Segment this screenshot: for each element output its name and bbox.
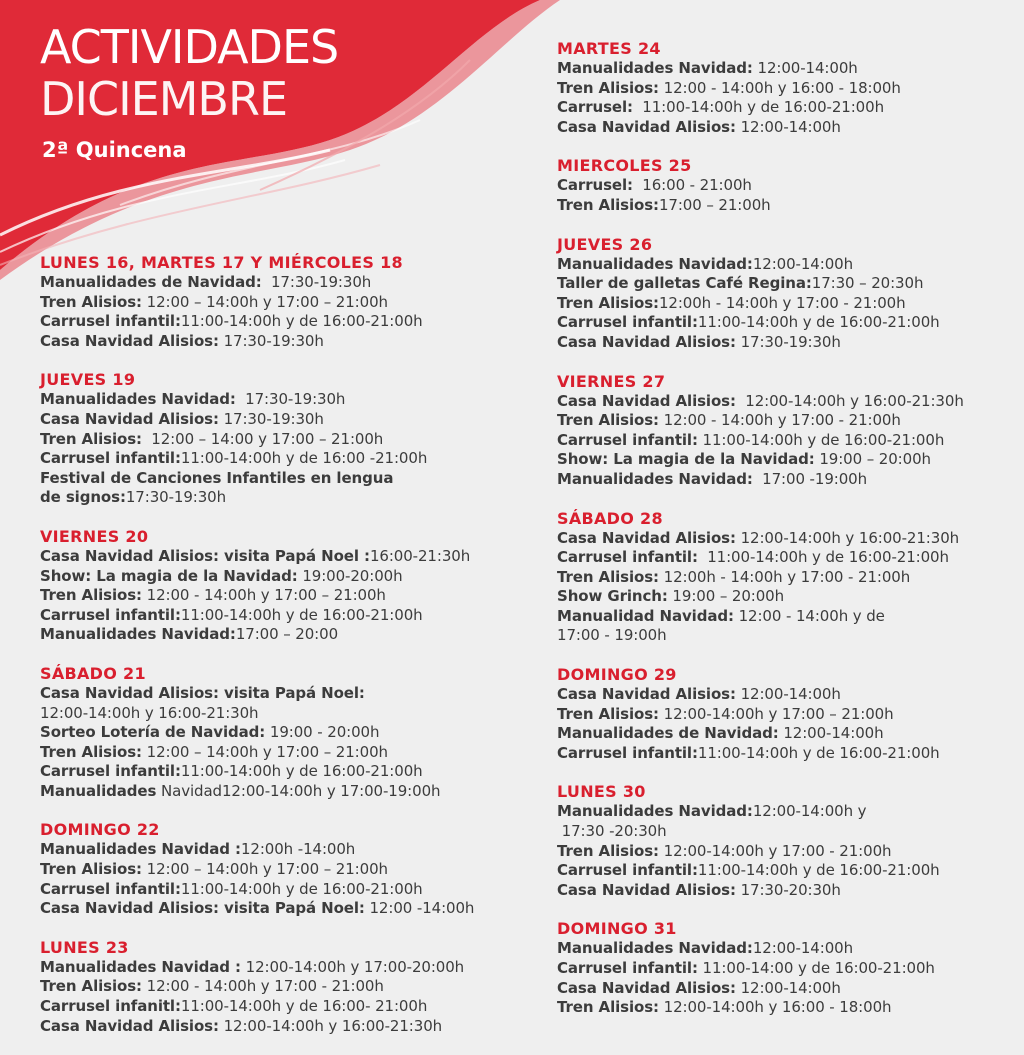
day-title: JUEVES 19 — [40, 370, 136, 390]
activity-name: Manualidades Navidad: — [557, 802, 753, 821]
activity-name: Tren Alisios: — [40, 860, 142, 879]
activity-line — [557, 998, 1017, 1018]
activity-name: Casa Navidad Alisios: — [557, 528, 736, 547]
activity-line — [557, 568, 1017, 588]
activity-time: 11:00-14:00 y de 16:00-21:00h — [697, 959, 935, 977]
activity-time: 12:00-14:00h y 16:00-21:30h — [735, 391, 964, 410]
activity-time: 12:00h - 14:00h y 17:00 - 21:00h — [658, 293, 906, 312]
activity-name: de signos: — [40, 488, 126, 507]
activity-name: Casa Navidad Alisios: — [40, 331, 219, 350]
activity-line — [40, 958, 540, 978]
activity-line — [557, 333, 1017, 353]
activity-name: Manualidades Navidad: — [557, 254, 753, 273]
day-title: VIERNES 27 — [557, 371, 666, 391]
activity-line — [557, 313, 1017, 333]
activity-time: 11:00-14:00h y de 16:00-21:00h — [697, 313, 940, 332]
activity-time: 11:00-14:00h y de 16:00-21:00h — [180, 605, 423, 624]
day-block — [40, 938, 540, 1036]
activity-name: Carrusel infantil: — [557, 743, 698, 762]
activity-line — [40, 860, 540, 880]
day-block — [40, 820, 540, 918]
activity-name: Carrusel infantil: — [40, 605, 181, 624]
activity-line — [40, 312, 540, 332]
activity-name: Tren Alisios: — [557, 78, 659, 97]
activity-time: 19:00 – 20:00h — [667, 587, 785, 606]
activity-line — [40, 332, 540, 352]
day-title: LUNES 16, MARTES 17 Y MIÉRCOLES 18 — [40, 253, 403, 272]
page-subtitle: 2ª Quincena — [42, 138, 187, 162]
activity-name: Manualidades — [40, 781, 157, 800]
activity-time: 12:00 - 14:00h y de — [733, 606, 885, 625]
activity-time: 11:00-14:00h y de 16:00-21:00h — [180, 762, 423, 781]
activity-line — [557, 196, 1017, 216]
day-title: MARTES 24 — [557, 39, 661, 58]
activity-time: 17:30-20:30h — [735, 880, 841, 899]
day-title: MIERCOLES 25 — [557, 156, 692, 176]
activity-name: Carrusel infantil: — [557, 430, 698, 449]
activity-time: 16:00 - 21:00h — [632, 176, 752, 195]
activity-time: 17:00 – 20:00 — [235, 625, 339, 644]
activity-time: 12:00-14:00h — [735, 685, 841, 704]
activity-line — [40, 586, 540, 606]
activity-name: Tren Alisios: — [40, 586, 142, 605]
activity-name: Festival de Canciones Infantiles en lengua — [40, 468, 394, 487]
day-block — [557, 919, 1017, 1017]
activity-time: 12:00-14:00h y 16:00-21:30h — [40, 703, 259, 722]
activity-name: Casa Navidad Alisios: — [557, 880, 736, 899]
activity-time: 17:30-19:30h — [235, 390, 346, 409]
activity-name: Show: La magia de la Navidad: — [557, 450, 815, 469]
activity-line — [557, 411, 1017, 431]
day-title: JUEVES 26 — [557, 234, 653, 254]
activity-line — [557, 587, 1017, 607]
day-title: LUNES 23 — [40, 937, 129, 957]
activity-line — [40, 840, 540, 860]
activity-time: 12:00-14:00h y 16:00-21:30h — [218, 1016, 443, 1035]
activity-time: 12:00 – 14:00h y 17:00 – 21:00h — [141, 742, 388, 761]
page-title-line2: DICIEMBRE — [40, 72, 288, 126]
activity-line — [557, 79, 1017, 99]
activity-name: Tren Alisios: — [557, 567, 659, 586]
activity-line — [40, 606, 540, 626]
activity-name: Carrusel infantil: — [40, 762, 181, 781]
activity-name: Tren Alisios: — [40, 292, 142, 311]
activity-time: 17:30-19:30h — [218, 409, 324, 428]
activity-line — [557, 450, 1017, 470]
activity-line — [557, 392, 1017, 412]
activity-line — [40, 293, 540, 313]
activity-name: Carrusel infantil: — [40, 879, 181, 898]
activity-time: 11:00-14:00h y de 16:00-21:00h — [180, 312, 423, 331]
activity-line — [557, 802, 1017, 822]
activity-name: Carrusel: — [557, 176, 633, 195]
activity-time: 19:00-20:00h — [297, 566, 403, 585]
activity-time: 12:00-14:00h — [735, 978, 841, 997]
activity-time: 12:00-14:00h y — [752, 802, 867, 821]
day-block — [557, 235, 1017, 353]
activity-line — [557, 939, 1017, 959]
activity-line — [557, 685, 1017, 705]
activity-time: 12:00 - 14:00h y 17:00 - 21:00h — [658, 411, 901, 430]
activity-time: Navidad12:00-14:00h y 17:00-19:00h — [156, 781, 441, 800]
activity-time: 17:30-19:30h — [261, 273, 372, 291]
activity-line — [40, 1017, 540, 1037]
activity-line — [557, 118, 1017, 138]
activity-name: Carrusel infantil: — [557, 959, 698, 977]
activity-line — [40, 390, 540, 410]
day-block — [557, 156, 1017, 215]
activity-name: Carrusel infantil: — [557, 313, 698, 332]
activity-line — [557, 744, 1017, 764]
activity-time: 12:00-14:00h y 17:00-20:00h — [240, 957, 465, 976]
activity-time: 17:00 – 21:00h — [658, 195, 771, 214]
activity-time: 11:00-14:00h y de 16:00-21:00h — [697, 548, 949, 567]
activity-name: Tren Alisios: — [40, 429, 142, 448]
activity-name: Show: La magia de la Navidad: — [40, 566, 298, 585]
day-block — [557, 509, 1017, 647]
activity-name: Casa Navidad Alisios: visita Papá Noel: — [40, 899, 365, 918]
activity-time: 12:00-14:00h — [752, 254, 854, 273]
activity-line — [40, 410, 540, 430]
day-block — [557, 665, 1017, 763]
activity-line — [40, 430, 540, 450]
day-block — [557, 782, 1017, 900]
page-title-line1: ACTIVIDADES — [40, 20, 339, 74]
activity-time: 17:00 - 19:00h — [557, 626, 667, 645]
activity-time: 12:00h - 14:00h y 17:00 - 21:00h — [658, 567, 911, 586]
activity-time: 12:00-14:00h y 16:00-21:30h — [735, 528, 960, 547]
activity-name: Casa Navidad Alisios: — [557, 391, 736, 410]
activity-line — [557, 979, 1017, 999]
activity-line — [557, 881, 1017, 901]
activity-name: Manualidades de Navidad: — [557, 724, 779, 743]
day-block — [40, 664, 540, 802]
activity-time: 11:00-14:00h y de 16:00 -21:00h — [180, 449, 428, 468]
activity-line — [40, 567, 540, 587]
activity-name: Manualidades Navidad : — [40, 957, 241, 976]
activity-line — [40, 547, 540, 567]
day-title: SÁBADO 28 — [557, 508, 663, 528]
activity-time: 12:00h -14:00h — [240, 840, 356, 859]
activity-time: 17:30 – 20:30h — [811, 274, 924, 293]
activity-line — [40, 977, 540, 997]
activity-time: 17:30-19:30h — [735, 332, 841, 351]
activity-line — [557, 98, 1017, 118]
activity-time: 11:00-14:00h y de 16:00-21:00h — [697, 861, 940, 880]
activity-time: 12:00 – 14:00h y 17:00 – 21:00h — [141, 292, 388, 311]
activity-time: 17:30 -20:30h — [557, 822, 667, 841]
schedule-right-column — [557, 39, 1017, 1037]
activity-time: 12:00-14:00h — [735, 117, 841, 136]
activity-line — [557, 431, 1017, 451]
activity-time: 19:00 - 20:00h — [265, 723, 380, 742]
activity-line — [557, 176, 1017, 196]
activity-time: 17:00 -19:00h — [752, 469, 868, 488]
day-title: SÁBADO 21 — [40, 663, 146, 683]
activity-line — [557, 255, 1017, 275]
activity-line — [557, 724, 1017, 744]
activity-name: Sorteo Lotería de Navidad: — [40, 723, 266, 742]
activity-name: Casa Navidad Alisios: — [40, 1016, 219, 1035]
day-block — [557, 372, 1017, 490]
activity-name: Tren Alisios: — [40, 742, 142, 761]
activity-time: 11:00-14:00h y de 16:00-21:00h — [697, 743, 940, 762]
activity-name: Tren Alisios: — [557, 704, 659, 723]
activity-name: Carrusel infantil: — [557, 861, 698, 880]
activity-line — [40, 449, 540, 469]
day-block — [557, 39, 1017, 137]
activity-name: Casa Navidad Alisios: visita Papá Noel : — [40, 546, 370, 565]
activity-line — [557, 959, 1017, 979]
activity-time: 12:00 - 14:00h y 16:00 - 18:00h — [658, 78, 901, 97]
activity-line — [40, 625, 540, 645]
activity-line — [557, 842, 1017, 862]
activity-time: 12:00-14:00h y 16:00 - 18:00h — [658, 998, 892, 1017]
activity-time: 16:00-21:30h — [369, 546, 471, 565]
activity-name: Tren Alisios: — [40, 977, 142, 996]
activity-time: 19:00 – 20:00h — [814, 450, 931, 469]
activity-time: 12:00 - 14:00h y 17:00 - 21:00h — [141, 977, 384, 996]
activity-line — [40, 684, 540, 704]
activity-line — [557, 294, 1017, 314]
activity-name: Carrusel: — [557, 98, 633, 117]
activity-time: 12:00-14:00h y 17:00 - 21:00h — [658, 841, 892, 860]
activity-line — [557, 470, 1017, 490]
activity-name: Carrusel infantil: — [40, 312, 181, 331]
activity-line — [40, 469, 540, 489]
day-title: DOMINGO 31 — [557, 919, 677, 939]
activity-line — [557, 705, 1017, 725]
activity-line — [40, 704, 540, 724]
activity-name: Tren Alisios: — [557, 998, 659, 1017]
activity-name: Manualidades Navidad: — [557, 59, 753, 77]
activity-name: Taller de galletas Café Regina: — [557, 274, 812, 293]
activity-name: Casa Navidad Alisios: — [557, 685, 736, 704]
activity-time: 12:00 -14:00h — [364, 899, 475, 918]
activity-name: Carrusel infantil: — [40, 449, 181, 468]
activity-line — [40, 762, 540, 782]
activity-line — [40, 880, 540, 900]
activity-name: Manualidades Navidad: — [40, 390, 236, 409]
activity-time: 17:30-19:30h — [218, 331, 324, 350]
activity-line — [40, 899, 540, 919]
activity-time: 12:00 - 14:00h y 17:00 – 21:00h — [141, 586, 386, 605]
activity-time: 12:00 – 14:00h y 17:00 – 21:00h — [141, 860, 388, 879]
activity-line — [40, 997, 540, 1017]
activity-name: Carrusel infanitl: — [40, 997, 181, 1016]
activity-name: Manualidades de Navidad: — [40, 273, 262, 291]
activity-line — [557, 861, 1017, 881]
activity-name: Tren Alisios: — [557, 841, 659, 860]
activity-time: 12:00-14:00h — [778, 724, 884, 743]
activity-time: 11:00-14:00h y de 16:00-21:00h — [697, 430, 945, 449]
activity-name: Casa Navidad Alisios: — [40, 409, 219, 428]
activity-time: 12:00-14:00h — [752, 939, 854, 958]
day-title: LUNES 30 — [557, 782, 646, 802]
activity-line — [40, 743, 540, 763]
activity-name: Casa Navidad Alisios: — [557, 117, 736, 136]
activity-name: Carrusel infantil: — [557, 548, 698, 567]
activity-time: 12:00-14:00h y 17:00 – 21:00h — [658, 704, 894, 723]
activity-line — [557, 274, 1017, 294]
day-title: VIERNES 20 — [40, 526, 149, 546]
activity-name: Casa Navidad Alisios: visita Papá Noel: — [40, 683, 365, 702]
activity-time: 11:00-14:00h y de 16:00- 21:00h — [180, 997, 428, 1016]
activity-name: Show Grinch: — [557, 587, 668, 606]
activity-line — [40, 273, 540, 293]
activity-name: Tren Alisios: — [557, 411, 659, 430]
schedule-left-column — [40, 253, 540, 1055]
day-title: DOMINGO 22 — [40, 820, 160, 840]
activity-name: Casa Navidad Alisios: — [557, 978, 736, 997]
activity-time: 11:00-14:00h y de 16:00-21:00h — [180, 879, 423, 898]
activity-name: Manualidades Navidad: — [557, 469, 753, 488]
activity-line — [557, 626, 1017, 646]
activity-line — [557, 607, 1017, 627]
day-block — [40, 370, 540, 508]
activity-name: Manualidades Navidad : — [40, 840, 241, 859]
activity-line — [557, 529, 1017, 549]
activity-time: 12:00-14:00h — [752, 59, 858, 77]
activity-name: Tren Alisios: — [557, 293, 659, 312]
activity-line — [40, 723, 540, 743]
activity-line — [40, 488, 540, 508]
activity-time: 17:30-19:30h — [125, 488, 227, 507]
activity-name: Manualidades Navidad: — [557, 939, 753, 958]
activity-line — [557, 59, 1017, 79]
activity-name: Casa Navidad Alisios: — [557, 332, 736, 351]
activity-name: Manualidades Navidad: — [40, 625, 236, 644]
day-title: DOMINGO 29 — [557, 665, 677, 685]
day-block — [40, 527, 540, 645]
activity-time: 12:00 – 14:00 y 17:00 – 21:00h — [141, 429, 384, 448]
activity-name: Tren Alisios: — [557, 195, 659, 214]
activity-line — [557, 822, 1017, 842]
activity-name: Manualidad Navidad: — [557, 606, 734, 625]
activity-line — [557, 548, 1017, 568]
activity-line — [40, 782, 540, 802]
day-block — [40, 253, 540, 351]
activity-time: 11:00-14:00h y de 16:00-21:00h — [632, 98, 884, 117]
